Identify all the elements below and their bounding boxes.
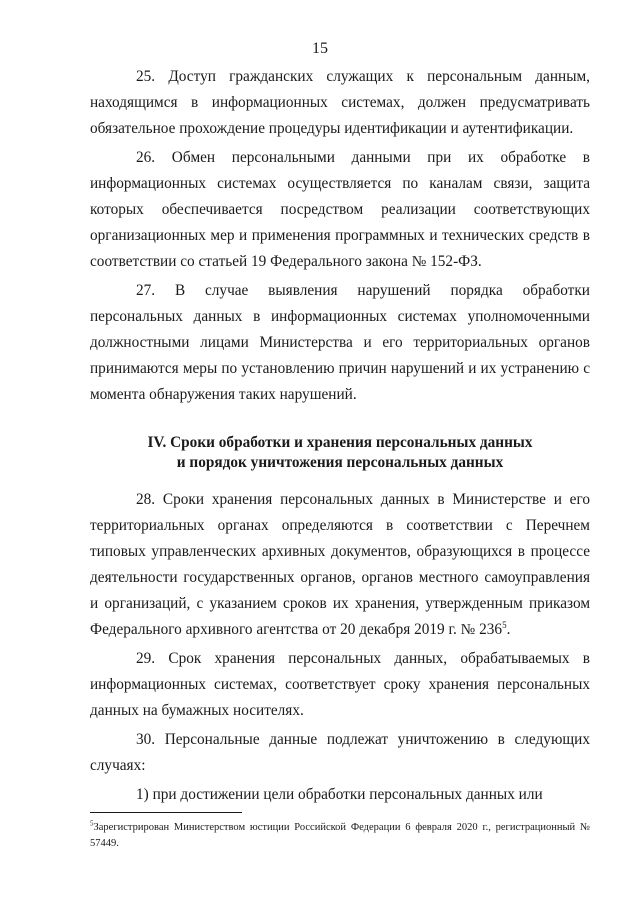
section-heading	[90, 433, 590, 473]
footnote-text: Зарегистрирован Министерством юстиции Российской Федерации 6 февраля 2020 г., регистрационный № 57449.	[90, 822, 590, 849]
paragraph-25: 25. Доступ гражданских служащих к персональным данным, находящимся в информационных системах, должен предусматривать обязательное прохождение процедуры идентификации и аутентификации.	[90, 68, 590, 137]
paragraph-28-end: .	[506, 621, 511, 638]
paragraph-26: 26. Обмен персональными данными при их обработке в информационных системах осуществляется по каналам связи, защита которых обеспечивается посредством реализации соответствующих организационных мер и применения программных и технических средств в соответствии со статьей 19 Федерального закона № 152-ФЗ.	[90, 149, 590, 270]
footnote	[90, 820, 590, 852]
section-heading-line-2: и порядок уничтожения персональных данных	[176, 454, 504, 471]
paragraph-28	[90, 487, 590, 643]
paragraph-29: 29. Срок хранения персональных данных, обрабатываемых в информационных системах, соответствует сроку хранения персональных данных на бумажных носителях.	[90, 650, 590, 719]
list-item-1: 1) при достижении цели обработки персональных данных или	[136, 786, 543, 803]
paragraph-27: 27. В случае выявления нарушений порядка обработки персональных данных в информационных системах уполномоченными должностными лицами Министерства и его территориальных органов принимаются меры по установлению причин нарушений и их устранению с момента обнаружения таких нарушений.	[90, 282, 590, 403]
footnote-divider	[90, 812, 242, 813]
page-number: 15	[312, 40, 328, 57]
footnote-mark: 5	[90, 819, 94, 828]
document-body	[90, 64, 590, 811]
footnote-reference[interactable]: 5	[502, 619, 507, 630]
section-heading-line-1: IV. Сроки обработки и хранения персональных данных	[147, 434, 533, 451]
paragraph-28-text: 28. Сроки хранения персональных данных в Министерстве и его территориальных органах определяются в соответствии с Перечнем типовых управленческих архивных документов, образующихся в процессе деятельности государственных органов, органов местного самоуправления и организаций, с указанием сроков их хранения, утвержденным приказом Федерального архивного агентства от 20 декабря 2019 г. № 236	[90, 491, 590, 638]
paragraph-30: 30. Персональные данные подлежат уничтожению в следующих случаях:	[90, 731, 590, 774]
